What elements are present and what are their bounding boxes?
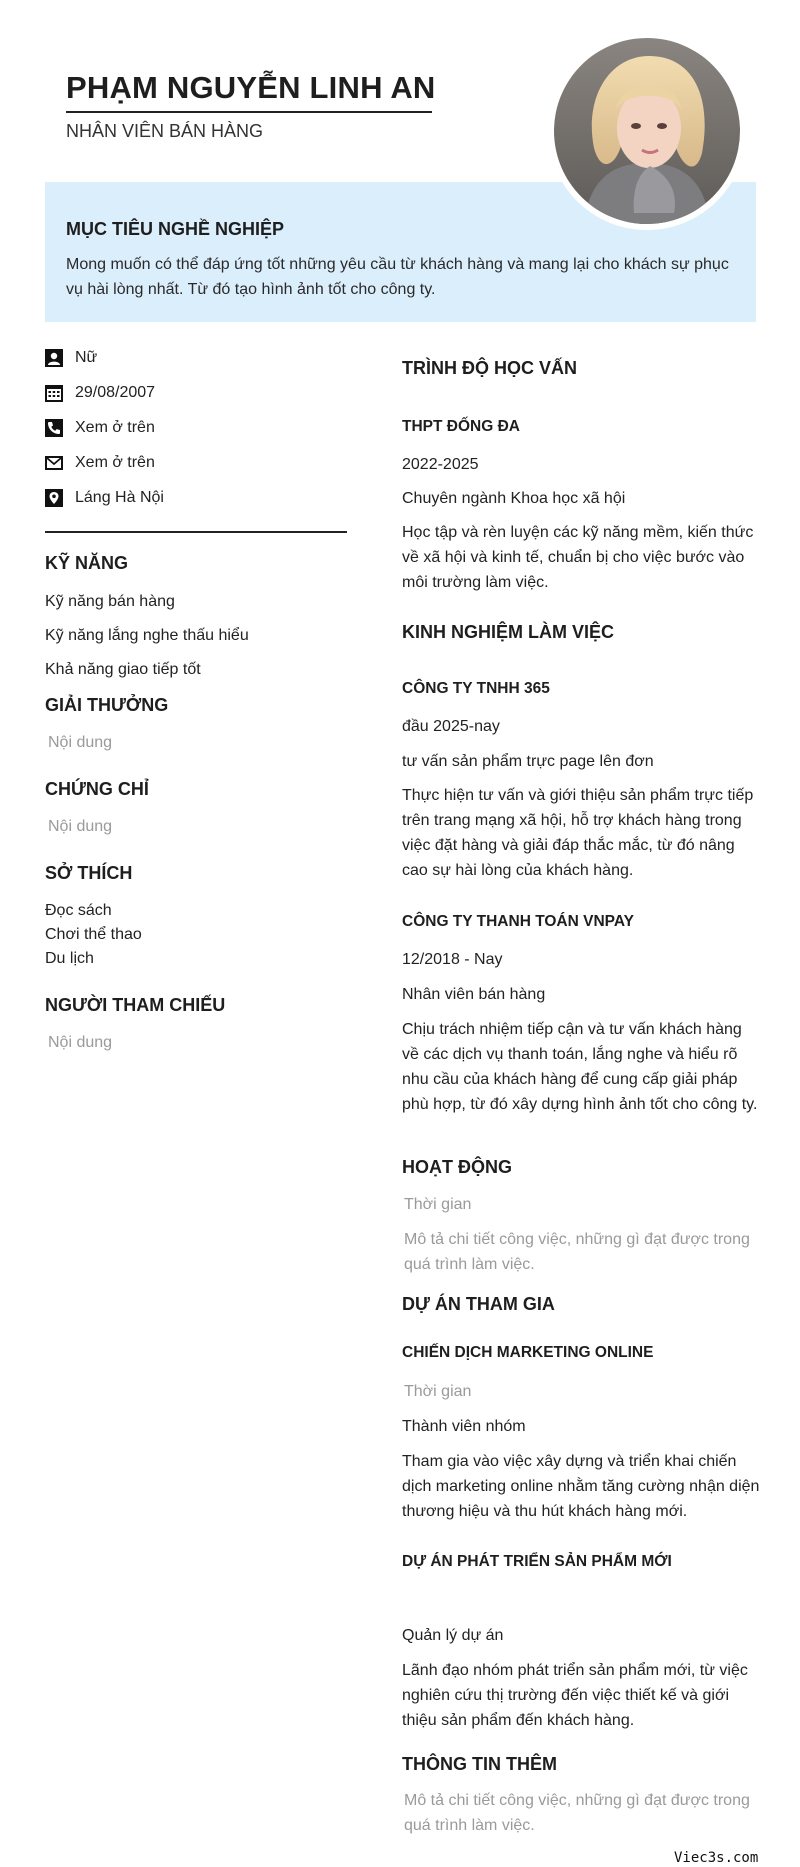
activities-description-placeholder: Mô tả chi tiết công việc, những gì đạt được trong quá trình làm việc. xyxy=(404,1231,750,1273)
references-title: NGƯỜI THAM CHIẾU xyxy=(45,995,226,1015)
gender-value: Nữ xyxy=(75,348,98,366)
hobby-item: Chơi thể thao xyxy=(45,926,142,943)
education-period: 2022-2025 xyxy=(402,456,479,473)
job-company: CÔNG TY TNHH 365 xyxy=(402,680,550,697)
contact-phone xyxy=(45,410,347,445)
job-company: CÔNG TY THANH TOÁN VNPAY xyxy=(402,913,634,930)
user-icon xyxy=(45,349,63,367)
hobbies-title: SỞ THÍCH xyxy=(45,863,133,883)
avatar xyxy=(548,32,746,230)
education-major: Chuyên ngành Khoa học xã hội xyxy=(402,490,626,507)
education-description: Học tập và rèn luyện các kỹ năng mềm, kiến thức về xã hội và kinh tế, chuẩn bị cho việc bước vào môi trường làm việc. xyxy=(402,524,754,591)
awards-title: GIẢI THƯỞNG xyxy=(45,695,169,715)
projects-title: DỰ ÁN THAM GIA xyxy=(402,1294,555,1314)
watermark: Viec3s.com xyxy=(674,1850,759,1866)
activities-title: HOẠT ĐỘNG xyxy=(402,1157,512,1177)
location-icon xyxy=(45,489,63,507)
skill-item: Kỹ năng lắng nghe thấu hiểu xyxy=(45,627,249,644)
job-period: 12/2018 - Nay xyxy=(402,951,503,968)
objective-title: MỤC TIÊU NGHỀ NGHIỆP xyxy=(66,219,285,239)
left-column xyxy=(45,340,347,1052)
address-value: Láng Hà Nội xyxy=(75,488,164,506)
hobby-item: Đọc sách xyxy=(45,902,112,919)
awards-placeholder: Nội dung xyxy=(48,734,113,751)
job-position: tư vấn sản phẩm trực page lên đơn xyxy=(402,753,654,770)
job-description: Chịu trách nhiệm tiếp cận và tư vấn khách hàng về các dịch vụ thanh toán, lắng nghe và hiểu rõ nhu cầu của khách hàng để cung cấp giải pháp phù hợp, từ đó xây dựng hình ảnh tốt cho công ty. xyxy=(402,1021,758,1113)
name-underline xyxy=(66,111,432,113)
certificates-placeholder: Nội dung xyxy=(48,818,113,835)
job-period: đầu 2025-nay xyxy=(402,718,500,735)
activities-time-placeholder: Thời gian xyxy=(404,1196,472,1213)
project-role: Quản lý dự án xyxy=(402,1627,504,1644)
project-name: CHIẾN DỊCH MARKETING ONLINE xyxy=(402,1344,654,1361)
candidate-role: NHÂN VIÊN BÁN HÀNG xyxy=(66,121,264,141)
extra-info-title: THÔNG TIN THÊM xyxy=(402,1754,557,1774)
mail-icon xyxy=(45,454,63,472)
contact-address xyxy=(45,480,347,515)
avatar-photo xyxy=(554,38,740,224)
project-time-placeholder: Thời gian xyxy=(404,1383,472,1400)
contact-gender xyxy=(45,340,347,375)
education-school: THPT ĐỐNG ĐA xyxy=(402,418,520,435)
extra-info-placeholder: Mô tả chi tiết công việc, những gì đạt được trong quá trình làm việc. xyxy=(404,1792,750,1834)
phone-icon xyxy=(45,419,63,437)
objective-text: Mong muốn có thể đáp ứng tốt những yêu cầu từ khách hàng và mang lại cho khách sự phục vụ hài lòng nhất. Từ đó tạo hình ảnh tốt cho công ty. xyxy=(66,256,729,298)
skills-title: KỸ NĂNG xyxy=(45,553,129,573)
contact-birthday xyxy=(45,375,347,410)
calendar-icon xyxy=(45,384,63,402)
project-description: Tham gia vào việc xây dựng và triển khai chiến dịch marketing online nhằm tăng cường nhận diện thương hiệu và thu hút khách hàng mới. xyxy=(402,1453,760,1520)
project-role: Thành viên nhóm xyxy=(402,1418,526,1435)
job-description: Thực hiện tư vấn và giới thiệu sản phẩm trực tiếp trên trang mạng xã hội, hỗ trợ khách hàng trong việc đặt hàng và giải đáp thắc mắc, từ đó nâng cao sự hài lòng của khách hàng. xyxy=(402,787,754,879)
references-placeholder: Nội dung xyxy=(48,1034,113,1051)
project-description: Lãnh đạo nhóm phát triển sản phẩm mới, từ việc nghiên cứu thị trường đến việc thiết kế và giới thiệu sản phẩm đến khách hàng. xyxy=(402,1662,748,1729)
candidate-name: PHẠM NGUYỄN LINH AN xyxy=(66,70,436,105)
phone-value: Xem ở trên xyxy=(75,418,155,436)
job-position: Nhân viên bán hàng xyxy=(402,986,546,1003)
project-name: DỰ ÁN PHÁT TRIỂN SẢN PHẨM MỚI xyxy=(402,1553,672,1570)
email-value: Xem ở trên xyxy=(75,453,155,471)
birthday-value: 29/08/2007 xyxy=(75,383,156,401)
experience-title: KINH NGHIỆM LÀM VIỆC xyxy=(402,622,615,642)
contact-divider xyxy=(45,531,347,533)
skill-item: Kỹ năng bán hàng xyxy=(45,593,175,610)
contact-email xyxy=(45,445,347,480)
hobby-item: Du lịch xyxy=(45,950,94,967)
skill-item: Khả năng giao tiếp tốt xyxy=(45,661,201,678)
certificates-title: CHỨNG CHỈ xyxy=(45,779,149,799)
education-title: TRÌNH ĐỘ HỌC VẤN xyxy=(402,358,577,378)
